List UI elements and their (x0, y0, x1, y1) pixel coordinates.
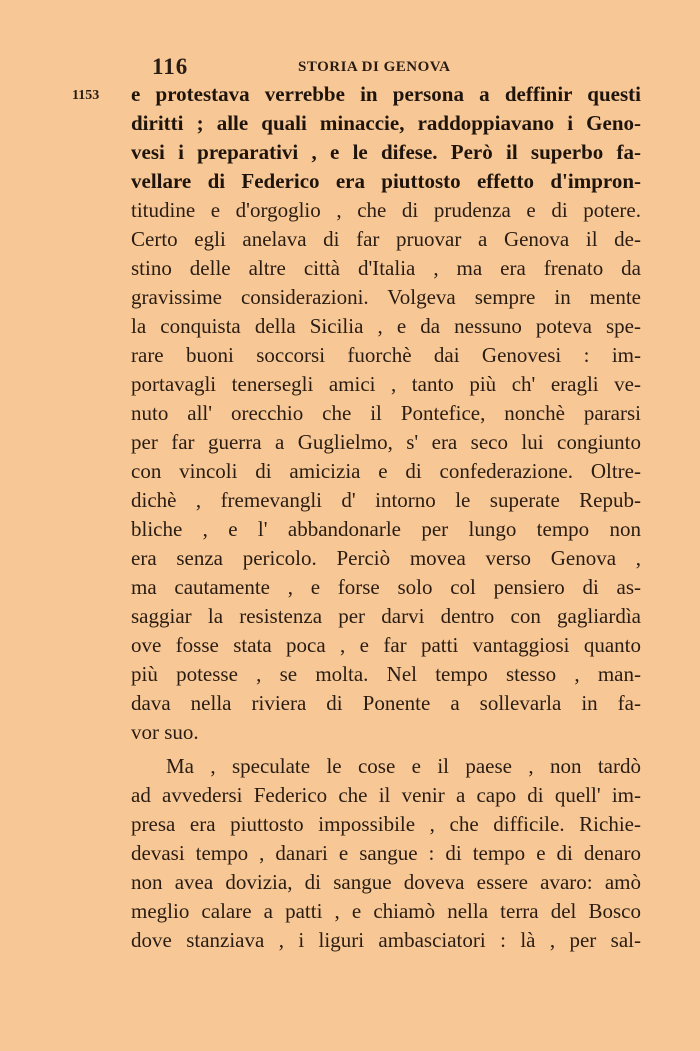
text-line: stino delle altre città d'Italia , ma era frenato da (131, 256, 641, 280)
text-line: vor suo. (131, 720, 199, 744)
text-line: Ma , speculate le cose e il paese , non tardò (166, 754, 641, 778)
margin-year: 1153 (72, 88, 100, 103)
text-line: titudine e d'orgoglio , che di prudenza e di potere. (131, 198, 641, 222)
text-line: per far guerra a Guglielmo, s' era seco lui congiunto (131, 430, 641, 454)
text-line: più potesse , se molta. Nel tempo stesso , man- (131, 662, 641, 686)
text-line: non avea dovizia, di sangue doveva essere avaro: amò (131, 870, 641, 894)
text-line: portavagli tenersegli amici , tanto più ch' eragli ve- (131, 372, 641, 396)
text-line: Certo egli anelava di far pruovar a Genova il de- (131, 227, 641, 251)
text-line: ove fosse stata poca , e far patti vantaggiosi quanto (131, 633, 641, 657)
text-line: diritti ; alle quali minaccie, raddoppiavano i Geno- (131, 111, 641, 135)
text-line: presa era piuttosto impossibile , che difficile. Richie- (131, 812, 641, 836)
text-line: saggiar la resistenza per darvi dentro con gagliardìa (131, 604, 641, 628)
text-line: bliche , e l' abbandonarle per lungo tempo non (131, 517, 641, 541)
page-number: 116 (152, 54, 189, 79)
text-line: gravissime considerazioni. Volgeva sempre in mente (131, 285, 641, 309)
text-line: vellare di Federico era piuttosto effetto d'impron- (131, 169, 641, 193)
text-line: nuto all' orecchio che il Pontefice, nonchè pararsi (131, 401, 641, 425)
text-line: era senza pericolo. Perciò movea verso Genova , (131, 546, 641, 570)
text-line: dava nella riviera di Ponente a sollevarla in fa- (131, 691, 641, 715)
text-line: rare buoni soccorsi fuorchè dai Genovesi : im- (131, 343, 641, 367)
body-text (131, 80, 641, 955)
text-line: meglio calare a patti , e chiamò nella terra del Bosco (131, 899, 641, 923)
text-line: devasi tempo , danari e sangue : di tempo e di denaro (131, 841, 641, 865)
running-title: STORIA DI GENOVA (298, 59, 451, 75)
text-line: dove stanziava , i liguri ambasciatori : là , per sal- (131, 928, 641, 952)
text-line: la conquista della Sicilia , e da nessuno poteva spe- (131, 314, 641, 338)
text-line: con vincoli di amicizia e di confederazione. Oltre- (131, 459, 641, 483)
text-line: dichè , fremevangli d' intorno le superate Repub- (131, 488, 641, 512)
text-line: vesi i preparativi , e le difese. Però il superbo fa- (131, 140, 641, 164)
text-line: ma cautamente , e forse solo col pensiero di as- (131, 575, 641, 599)
text-line: e protestava verrebbe in persona a deffinir questi (131, 82, 641, 106)
text-line: ad avvedersi Federico che il venir a capo di quell' im- (131, 783, 641, 807)
